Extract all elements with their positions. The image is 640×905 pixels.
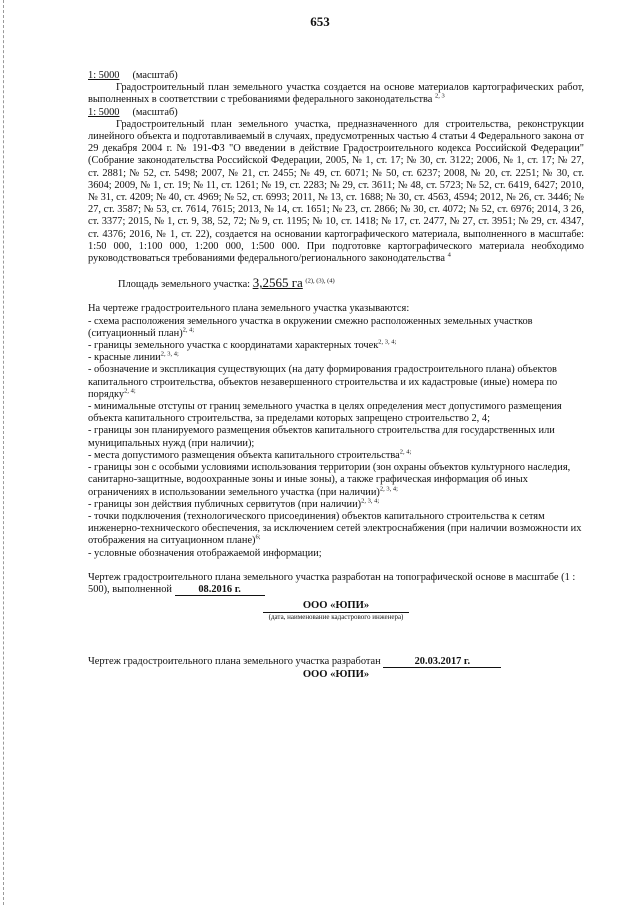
scale-line-2 [88,107,584,119]
document-body [88,70,584,681]
scale-label: (масштаб) [132,106,178,118]
topo-caption: (дата, наименование кадастрового инженера) [268,613,404,622]
list-item: - границы зон с особыми условиями использования территории (зон охраны объектов культурного наследия, санитарно-защитные, водоохранные зоны и иные зоны), а также графическая информация об иных ограничениях в использовании земельного участка (при наличии)$^{2, 3, 4;}$ [88,462,571,498]
list-item: - границы зон планируемого размещения объектов капитального строительства для государственных или муниципальных нужд (при наличии); [88,425,555,449]
topo-date: 08.2016 г. [175,584,265,596]
scale-line-1 [88,70,584,82]
list-intro: На чертеже градостроительного плана земельного участка указываются: [88,303,410,315]
land-area-label: Площадь земельного участка: [118,279,251,291]
list-item: - обозначение и экспликация существующих (на дату формирования градостроительного плана) объектов капитального строительства, объектов незавершенного строительства и их кадастровые (иные) номера по порядку$^{2, 4;}$ [88,364,558,400]
list-item: - точки подключения (технологического присоединения) объектов капитального строительства к сетям инженерно-технического обеспечения, за исключением сетей электроснабжения (при наличии возможности их отображения на ситуационном плане)$^{6;}$ [88,510,582,547]
footnote-ref: 2, 3 [434,92,445,100]
page-number: 653 [310,14,330,29]
land-area-value: 3,2565 га [252,275,303,291]
list-item: - минимальные отступы от границ земельного участка в целях определения мест допустимого размещения объекта капитального строительства, за пределами которых запрещено строительство 2, 4; [88,401,562,425]
developed-organization: ООО «ЮПИ» [302,668,370,680]
scale-value: 1: 5000 [88,70,120,81]
drawing-contents-list [88,303,584,559]
topo-basis: Чертеж градостроительного плана земельного участка разработан на топографической основе в масштабе (1 : 500), выполненной 08.2016 г. [88,571,576,595]
scan-margin-line [3,0,5,905]
topo-organization: ООО «ЮПИ» [88,600,584,613]
list-item: - схема расположения земельного участка в окружении смежно расположенных земельных участков (ситуационный план)$^{2, 4;}$ [88,315,533,339]
developed-line: Чертеж градостроительного плана земельного участка разработан 20.03.2017 г. [88,656,584,668]
footnote-ref: 4 [447,251,451,259]
developed-date: 20.03.2017 г. [383,656,501,668]
list-item: - границы земельного участка с координатами характерных точек$^{2, 3, 4;}$ [88,338,397,352]
list-item: - условные обозначения отображаемой информации; [88,547,322,559]
list-item: - границы зон действия публичных сервитутов (при наличии)$^{2, 3, 4;}$ [88,497,380,510]
scale-label: (масштаб) [132,70,178,81]
scale-value: 1: 5000 [88,106,120,118]
paragraph-basis: Градостроительный план земельного участка создается на основе материалов картографических работ, выполненных в соответствии с требованиями федерального законодательства $^{2, 3}$ [88,82,584,106]
list-item: - красные линии$^{2, 3, 4;}$ [88,350,179,364]
land-area [118,277,584,291]
footnote-ref: (2), (3), (4) [305,277,335,285]
list-item: - места допустимого размещения объекта капитального строительства$^{2, 4;}$ [88,448,412,461]
paragraph-linear-object: Градостроительный план земельного участка, предназначенного для строительства, реконструкции линейного объекта и подготавливаемый в случаях, предусмотренных частью 4 статьи 4 Федерального закона от 29 декабря 2004 г. № 191-ФЗ "О введении в действие Градостроительного кодекса Российской Федерации" (Собрание законодательства Российской Федерации, 2005, № 1, ст. 17; № 30, ст. 3122; 2006, № 1, ст. 17; № 27, ст. 2881; № 52, ст. 5498; 2007, № 21, ст. 2455; № 49, ст. 6071; № 50, ст. 6237; 2008, № 20, ст. 2251; № 30, ст. 3604; 2009, № 1, ст. 19; № 11, ст. 1261; № 19, ст. 2283; № 29, ст. 3611; № 48, ст. 5723; № 52, ст. 6419, 6427; 2010, № 31, ст. 4209; № 40, ст. 4969; № 52, ст. 6993; 2011, № 13, ст. 1688; № 30, ст. 4563, 4594; 2012, № 26, ст. 3446; № 27, ст. 3587; № 53, ст. 7614, 7615; 2013, № 14, ст. 1651; № 23, ст. 2866; № 30, ст. 4072; № 52, ст. 6976; 2014, 3 26, ст. 3377; 2015, № 1, ст. 9, 38, 52, 72; № 9, ст. 1195; № 10, ст. 1418; № 17, ст. 2477, № 27, ст. 3951; № 29, ст. 4347, ст. 4376; 2016, № 1, ст. 22), создается на основании картографического материала, выполненного в масштабе: 1:50 000, 1:100 000, 1:200 000, 1:500 000. При подготовке картографического материала необходимо руководствоваться требованиями федерального/регионального законодательства $^4$ [88,118,584,265]
